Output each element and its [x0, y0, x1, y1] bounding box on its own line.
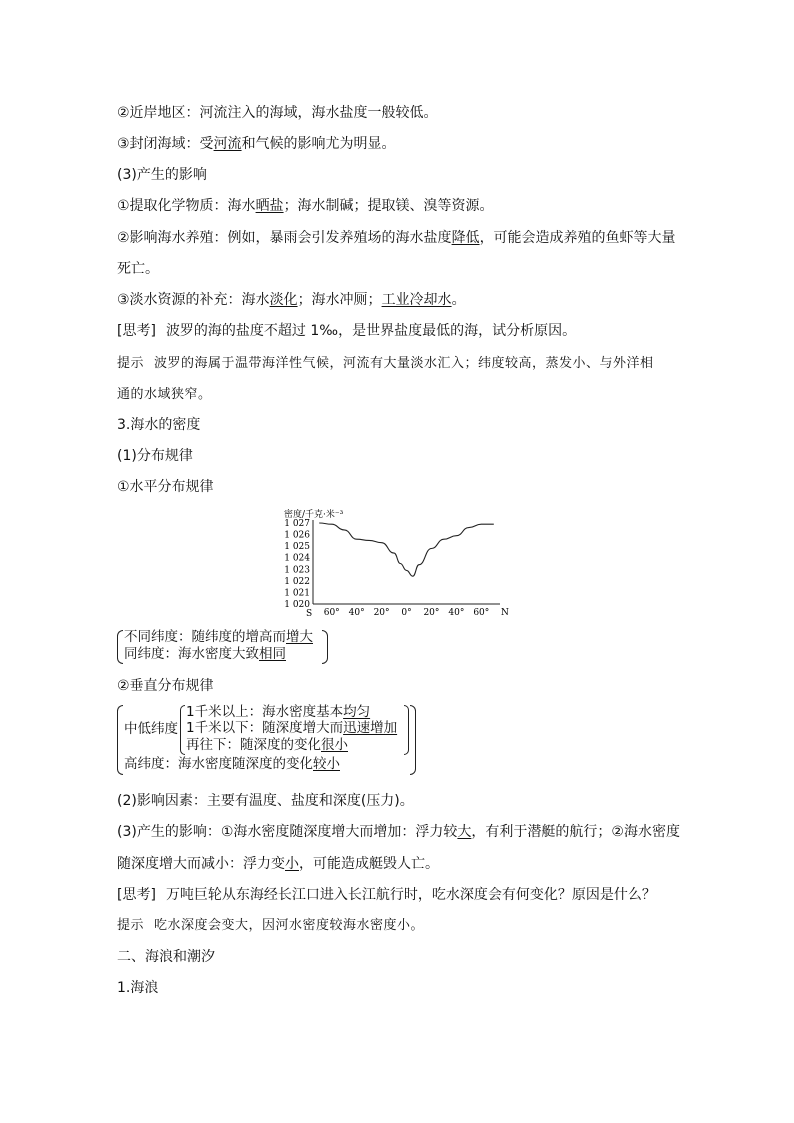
mid-row-1 — [186, 704, 370, 721]
y-tick-label: 1 027 — [284, 519, 310, 529]
eda-underlined: 大 — [457, 824, 472, 840]
eff3-pre: ③淡水资源的补充：海水 — [117, 292, 270, 308]
edb-post: ，可能造成艇毁人亡。 — [299, 856, 439, 872]
v-m1-pre: 1千米以上：海水密度基本 — [186, 704, 344, 720]
section-2-heading: 二、海浪和潮汐 — [117, 949, 215, 965]
v-m2-pre: 1千米以下：随深度增大而 — [186, 720, 344, 736]
eff3-post: 。 — [451, 292, 466, 308]
density-effects-b — [117, 855, 439, 873]
hint-2 — [117, 917, 424, 935]
enclosed-pre: ③封闭海域：受 — [117, 136, 214, 152]
mid-row-2 — [186, 720, 397, 737]
think-1-tag: [思考] — [117, 323, 156, 339]
think-2 — [117, 886, 656, 904]
density-chart — [280, 506, 520, 616]
hint-1-tag: 提示 — [117, 356, 145, 371]
h-r1-underlined: 增大 — [286, 629, 313, 645]
eff2-post: ，可能会造成养殖的鱼虾等大量 — [479, 230, 676, 246]
edb-pre: 随深度增大而减小：浮力变 — [117, 856, 285, 872]
horizontal-row-2 — [124, 646, 286, 663]
eff2-pre: ②影响海水养殖：例如，暴雨会引发养殖场的海水盐度 — [117, 230, 452, 246]
hint-2-text: 吃水深度会变大，因河水密度较海水密度小。 — [154, 918, 425, 933]
v-m2-underlined: 迅速增加 — [343, 720, 398, 736]
vertical-brace-inner-left — [180, 705, 185, 755]
vertical-brace-outer-left — [117, 705, 123, 775]
v-m1-underlined: 均匀 — [343, 704, 371, 720]
v-m3-underlined: 很小 — [321, 737, 348, 753]
v-m3-pre: 再往下：随深度的变化 — [186, 737, 321, 753]
enclosed-underlined: 河流 — [213, 136, 242, 152]
x-tick-label: 60° — [323, 608, 340, 616]
density-curve — [319, 523, 494, 576]
x-tick-label: 40° — [448, 608, 465, 616]
x-end-label: N — [501, 608, 509, 616]
mid-row-3 — [186, 737, 348, 754]
text-effect-1 — [117, 197, 494, 215]
eff3-underlined-2: 工业冷却水 — [381, 292, 452, 308]
v-high-underlined: 较小 — [313, 756, 340, 772]
hint-1-cont: 通的水域狭窄。 — [117, 387, 212, 402]
x-tick-label: 20° — [373, 608, 390, 616]
text-effect-2 — [117, 229, 676, 247]
y-tick-label: 1 026 — [284, 530, 310, 541]
y-tick-label: 1 022 — [284, 576, 310, 587]
eff1-underlined: 晒盐 — [255, 198, 284, 214]
waves-heading: 1.海浪 — [117, 980, 159, 996]
density-heading: 3.海水的密度 — [117, 417, 201, 433]
text-effect-2-cont: 死亡。 — [117, 261, 159, 277]
eda-pre: (3)产生的影响：①海水密度随深度增大而增加：浮力较 — [117, 824, 458, 840]
vertical-heading: ②垂直分布规律 — [117, 678, 214, 694]
hint-1-text-a: 波罗的海属于温带海洋性气候，河流有大量淡水汇入；纬度较高，蒸发小、与外洋相 — [154, 356, 654, 371]
think-2-text: 万吨巨轮从东海经长江口进入长江航行时，吃水深度会有何变化？原因是什么？ — [165, 887, 656, 903]
h-r1-pre: 不同纬度：随纬度的增高而 — [124, 629, 286, 645]
x-tick-label: 0° — [401, 608, 412, 616]
horizontal-brace-right — [322, 630, 328, 664]
eff3-underlined: 淡化 — [269, 292, 298, 308]
h-r2-pre: 同纬度：海水密度大致 — [124, 646, 259, 662]
y-tick-label: 1 025 — [284, 542, 310, 553]
x-tick-label: 40° — [348, 608, 365, 616]
y-tick-label: 1 021 — [284, 588, 310, 599]
eff3-mid: ；海水冲厕； — [297, 292, 382, 308]
eff2-underlined: 降低 — [451, 230, 480, 246]
eff1-pre: ①提取化学物质：海水 — [117, 198, 256, 214]
horizontal-heading: ①水平分布规律 — [117, 479, 214, 495]
hint-2-tag: 提示 — [117, 918, 145, 933]
y-tick-label: 1 020 — [284, 600, 310, 610]
effects-heading: (3)产生的影响 — [117, 167, 207, 183]
high-latitude-row — [124, 756, 340, 773]
text-effect-3 — [117, 291, 466, 309]
distribution-heading: (1)分布规律 — [117, 448, 193, 464]
think-2-tag: [思考] — [117, 887, 156, 903]
x-tick-label: 60° — [473, 608, 490, 616]
horizontal-brace-left — [117, 630, 123, 664]
horizontal-row-1 — [124, 629, 313, 646]
factors-text: (2)影响因素：主要有温度、盐度和深度(压力)。 — [117, 793, 414, 809]
y-tick-label: 1 023 — [284, 565, 310, 576]
vertical-brace-inner-right — [404, 705, 409, 755]
hint-1 — [117, 355, 654, 373]
y-tick-label: 1 024 — [284, 553, 310, 564]
enclosed-post: 和气候的影响尤为明显。 — [241, 136, 396, 152]
vertical-brace-outer-right — [410, 705, 416, 775]
text-enclosed — [117, 135, 396, 153]
think-1-text: 波罗的海的盐度不超过 1‰，是世界盐度最低的海，试分析原因。 — [165, 323, 577, 339]
eff1-post: ；海水制碱；提取镁、溴等资源。 — [283, 198, 494, 214]
y-axis-label: 密度/千克·米⁻³ — [284, 510, 344, 520]
x-tick-label: 20° — [423, 608, 440, 616]
edb-underlined: 小 — [285, 856, 299, 872]
eda-post: ，有利于潜艇的航行；②海水密度 — [471, 824, 680, 840]
v-high-pre: 高纬度：海水密度随深度的变化 — [124, 756, 313, 772]
mid-latitude-label: 中低纬度 — [124, 721, 178, 737]
h-r2-underlined: 相同 — [259, 646, 286, 662]
think-1 — [117, 322, 576, 340]
density-effects-a — [117, 823, 680, 841]
text-coastal: ②近岸地区：河流注入的海域，海水盐度一般较低。 — [117, 105, 438, 121]
x-start-label: S — [306, 609, 313, 616]
